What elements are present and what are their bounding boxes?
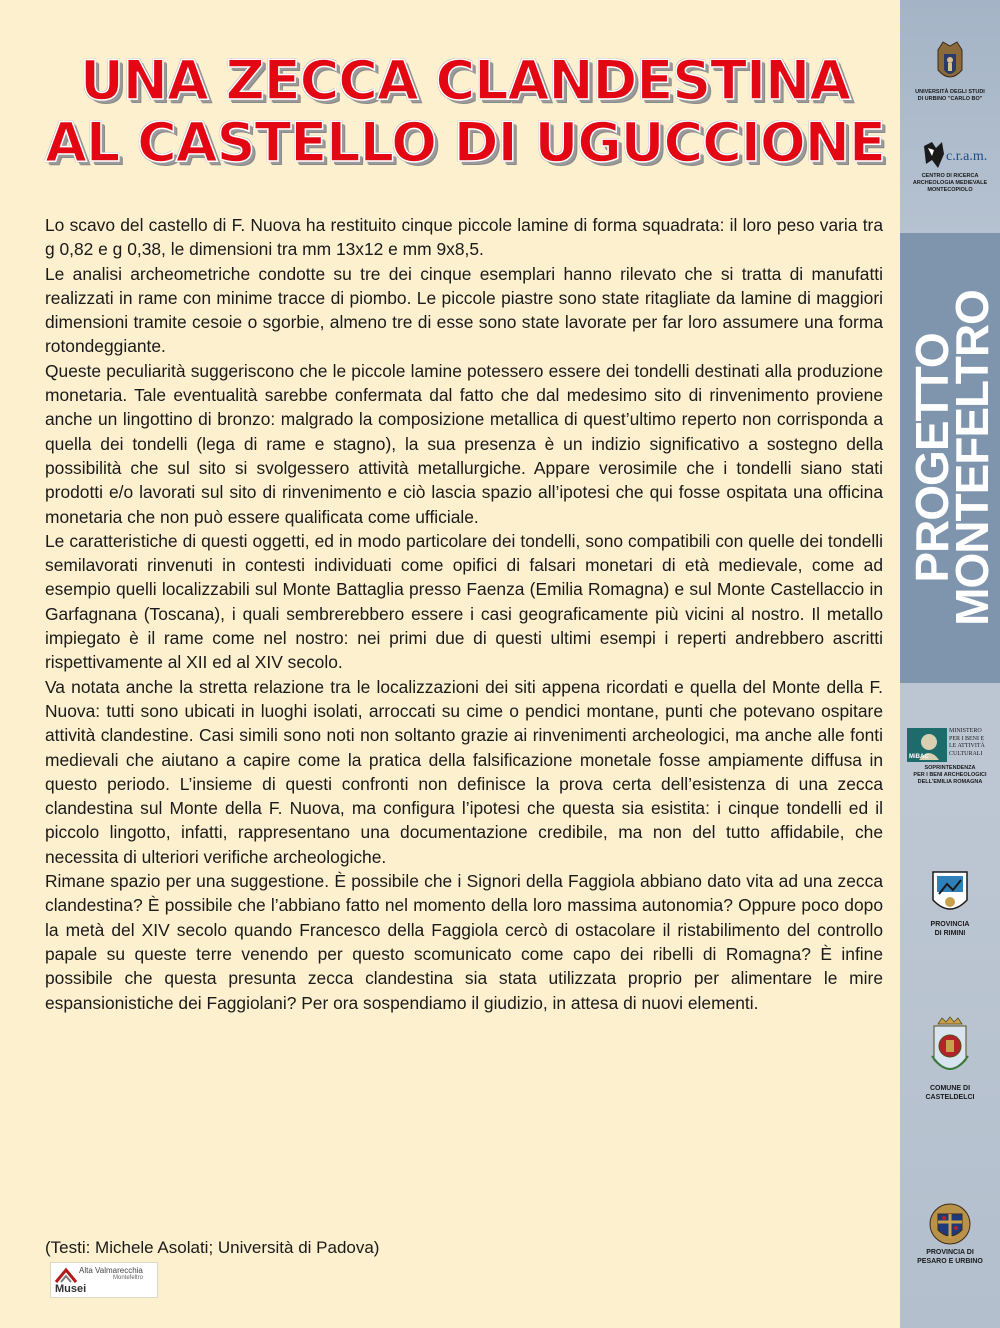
logo-centro-caption: CENTRO DI RICERCA ARCHEOLOGIA MEDIEVALE MONTECOPIOLO <box>912 173 988 193</box>
project-title-line-1: PROGETTO <box>906 333 958 583</box>
project-title-line-2: MONTEFELTRO <box>946 290 998 626</box>
logo-centro-ricerca <box>900 140 1000 194</box>
ministero-emblem-icon <box>907 728 947 762</box>
musei-logo-line-3: Musei <box>55 1283 87 1295</box>
logo-rimini-caption: PROVINCIA DI RIMINI <box>930 921 970 937</box>
paragraph-6: Rimane spazio per una suggestione. È possibile che i Signori della Faggiola abbiano dato vita ad una zecca clandestina? È possibile che l’abbiano fatto nel momento della loro massima autonomia? Oppure poco dopo la metà del XIV secolo quando Francesco della Faggiola cercò di ostacolare il ristabilimento del controllo papale su queste terre venendo per questo scomunicato come capo dei ribelli di Romagna? È infine possibile che questa presunta zecca clandestina sia stata utilizzata proprio per alimentare le mire espansionistiche dei Faggiolani? Per ora sospendiamo il giudizio, in attesa di nuovi elementi. <box>45 871 883 1013</box>
paragraph-1: Lo scavo del castello di F. Nuova ha restituito cinque piccole lamine di forma squadrata: il loro peso varia tra g 0,82 e g 0,38, le dimensioni tra mm 13x12 e mm 9x8,5. <box>45 215 883 260</box>
page-title <box>40 50 890 174</box>
svg-text:c.r.a.m.: c.r.a.m. <box>946 149 988 164</box>
pesaro-urbino-crest-icon <box>928 1202 972 1246</box>
logo-soprintendenza <box>900 728 1000 786</box>
centro-ricerca-eagle-icon <box>922 140 988 170</box>
casteldelci-crest-icon <box>930 1016 970 1082</box>
logo-provincia-pesaro-urbino <box>900 1202 1000 1266</box>
paragraph-2: Le analisi archeometriche condotte su tre dei cinque esemplari hanno rilevato che si tratta di manufatti realizzati in rame con minime tracce di piombo. Le piccole piastre sono state ritagliate da lamine di maggiori dimensioni tramite cesoie o sgorbie, almeno tre di esse sono state lavorate per far loro assumere una forma rotondeggiante. <box>45 263 883 357</box>
credits-text: (Testi: Michele Asolati; Università di Padova) <box>45 1238 380 1257</box>
project-title <box>906 290 998 626</box>
logo-soprintendenza-caption: SOPRINTENDENZA PER I BENI ARCHEOLOGICI DELL'EMILIA ROMAGNA <box>913 765 987 785</box>
logo-casteldelci-caption: COMUNE DI CASTELDELCI <box>925 1085 975 1101</box>
logo-urbino-caption: UNIVERSITÀ DEGLI STUDI DI URBINO "CARLO BO" <box>915 89 985 102</box>
svg-text:MiBAC: MiBAC <box>909 754 929 760</box>
ministero-badge-text: MINISTERO PER I BENI E LE ATTIVITÀ CULTURALI <box>949 728 985 757</box>
musei-logo <box>50 1262 158 1298</box>
paragraph-4: Le caratteristiche di questi oggetti, ed in modo particolare dei tondelli, sono compatibili con quelle dei tondelli semilavorati rinvenuti in contesti individuati come opifici di falsari monetari di età medievale, come ad esempio quelli localizzabili sul Monte Battaglia presso Faenza (Emilia Romagna) e sul Monte Castellaccio in Garfagnana (Toscana), i quali sembrerebbero essere i casi geograficamente più vicini al nostro. Il metallo impiegato è il rame come nel nostro: nei primi due di questi ultimi esempi i reperti andrebbero ascritti rispettivamente al XII ed al XIV secolo. <box>45 530 883 673</box>
urbino-seal-icon <box>935 40 965 86</box>
paragraph-3: Queste peculiarità suggeriscono che le piccole lamine potessero essere dei tondelli destinati alla produzione monetaria. Tale eventualità sarebbe confermata dal fatto che dal medesimo sito di rinvenimento proviene anche un lingottino di bronzo: malgrado la composizione metallica di quest’ultimo reperto non corrisponda a quella dei tondelli (lega di rame e stagno), la sua presenza è un indizio significativo a sostegno della possibilità che sul sito si svolgessero attività metallurgiche. Appare verosimile che i tondelli siano stati prodotti e/o lavorati sul sito di rinvenimento e ciò lascia spazio all’ipotesi che qui fosse ospitata una officina monetaria che non può essere qualificata come ufficiale. <box>45 360 883 527</box>
logo-provincia-rimini <box>900 870 1000 938</box>
musei-logo-line-2: Montefeltro <box>113 1275 144 1281</box>
article-body <box>45 213 883 1015</box>
rimini-crest-icon <box>931 870 969 918</box>
logo-comune-casteldelci <box>900 1016 1000 1102</box>
sidebar <box>900 0 1000 1328</box>
musei-mark-icon <box>55 1267 77 1283</box>
paragraph-5: Va notata anche la stretta relazione tra le localizzazioni dei siti appena ricordati e quella del Monte della F. Nuova: tutti sono ubicati in luoghi isolati, arroccati su cime o pendici montane, punti che potevano ospitare attività clandestine. Casi simili sono noti non soltanto grazie ai rinvenimenti archeologici, ma anche alle fonti medievali che aiutano a capire come la pratica della falsificazione monetale fosse ampiamente diffusa in questo periodo. L’insieme di questi confronti non definisce la prova certa dell’esistenza di una zecca clandestina sul Monte della F. Nuova, ma configura l’ipotesi che questa sia esistita: i cinque tondelli ed il piccolo lingotto, infatti, rappresentano una documentazione credibile, ma non del tutto affidabile, che necessita di ulteriori verifiche archeologiche. <box>45 676 883 867</box>
title-line-2: AL CASTELLO DI UGUCCIONE <box>45 111 885 174</box>
musei-logo-line-1: Alta Valmarecchia <box>79 1266 143 1275</box>
title-line-1: UNA ZECCA CLANDESTINA <box>79 49 851 112</box>
logo-pesaro-urbino-caption: PROVINCIA DI PESARO E URBINO <box>917 1249 983 1265</box>
logo-urbino <box>900 40 1000 103</box>
